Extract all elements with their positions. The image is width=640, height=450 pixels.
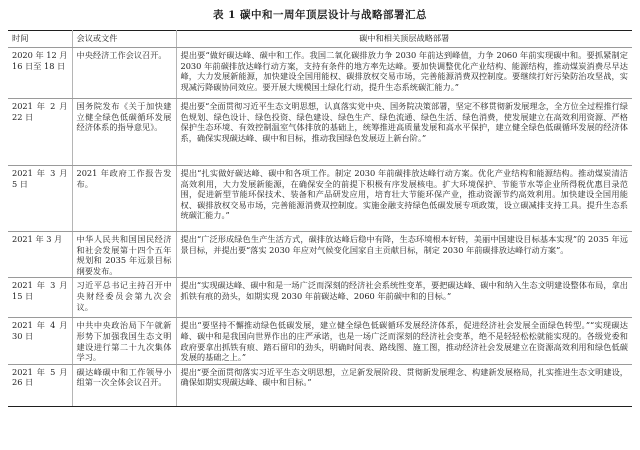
cell-deployment: 提出要“全面贯彻习近平生态文明思想，认真落实党中央、国务院决策部署，坚定不移贯彻新发展理念，全方位全过程推行绿色规划、绿色设计、绿色投资、绿色建设、绿色生产、绿色流通、绿色生活、绿色消费，使发展建立在高效利用资源、严格保护生态环境、有效控制温室气体排放的基础上，统筹推进高质量发展和高水平保护，建立健全绿色低碳循环发展的经济体系，确保实现碳达峰、碳中和目标，推动我国绿色发展迈上新台阶。” <box>176 99 632 166</box>
cell-source: 习近平总书记主持召开中央财经委员会第九次会议。 <box>72 278 176 318</box>
table-row <box>8 318 632 364</box>
cell-source: 2021 年政府工作报告发布。 <box>72 166 176 232</box>
cell-time: 2021 年 2 月 22 日 <box>8 99 72 166</box>
cell-deployment: 提出“要全面贯彻落实习近平生态文明思想，立足新发展阶段、贯彻新发展理念、构建新发展格局，扎实推进生态文明建设，确保如期实现碳达峰、碳中和目标。” <box>176 364 632 406</box>
cell-deployment: 提出要“做好碳达峰、碳中和工作。我国二氧化碳排放力争 2030 年前达到峰值，力争 2060 年前实现碳中和。要抓紧制定 2030 年前碳排放达峰行动方案，支持有条件的地方率先达峰。要加快调整优化产业结构、能源结构，推动煤炭消费尽早达峰，大力发展新能源，加快建设全国用能权、碳排放权交易市场，完善能源消费双控制度。要继续打好污染防治攻坚战，实现减污降碳协同效应。要开展大规模国土绿化行动，提升生态系统碳汇能力。” <box>176 48 632 99</box>
cell-time: 2020 年 12 月 16 日至 18 日 <box>8 48 72 99</box>
header-source: 会议或文件 <box>72 31 176 48</box>
cell-deployment: 提出“实现碳达峰、碳中和是一场广泛而深刻的经济社会系统性变革，要把碳达峰、碳中和纳入生态文明建设整体布局，拿出抓铁有痕的劲头，如期实现 2030 年前碳达峰、2060 年前碳中和的目标。” <box>176 278 632 318</box>
table-row <box>8 48 632 99</box>
cell-time: 2021 年 5 月 26 日 <box>8 364 72 406</box>
cell-source: 中华人民共和国国民经济和社会发展第十四个五年规划和 2035 年远景目标纲要发布。 <box>72 232 176 278</box>
table-caption: 表 1 碳中和一周年顶层设计与战略部署汇总 <box>212 9 428 21</box>
cell-deployment: 提出“要坚持不懈推动绿色低碳发展，建立健全绿色低碳循环发展经济体系，促进经济社会发展全面绿色转型。”“实现碳达峰、碳中和是我国向世界作出的庄严承诺，也是一场广泛而深刻的经济社会变革，绝不是轻轻松松就能实现的。各级党委和政府要拿出抓铁有痕、踏石留印的劲头，明确时间表、路线图、施工图，推动经济社会发展建立在资源高效利用和绿色低碳发展的基础之上。” <box>176 318 632 364</box>
cell-time: 2021 年 3 月 15 日 <box>8 278 72 318</box>
cell-source: 中共中央政治局下午就新形势下加强我国生态文明建设进行第二十九次集体学习。 <box>72 318 176 364</box>
table-header-row <box>8 31 632 48</box>
cell-time: 2021 年 3 月 <box>8 232 72 278</box>
table-row <box>8 278 632 318</box>
cell-deployment: 提出“广泛形成绿色生产生活方式，碳排放达峰后稳中有降，生态环境根本好转，美丽中国建设目标基本实现”的 2035 年远景目标，并提出要“落实 2030 年应对气候变化国家自主贡献目标，制定 2030 年前碳排放达峰行动方案”。 <box>176 232 632 278</box>
header-deployment: 碳中和相关顶层战略部署 <box>176 31 632 48</box>
table-row <box>8 166 632 232</box>
deployment-summary-table <box>8 30 632 407</box>
header-time: 时间 <box>8 31 72 48</box>
cell-source: 碳达峰碳中和工作领导小组第一次全体会议召开。 <box>72 364 176 406</box>
cell-source: 国务院发布《关于加快建立健全绿色低碳循环发展经济体系的指导意见》。 <box>72 99 176 166</box>
cell-deployment: 提出“扎实做好碳达峰、碳中和各项工作。制定 2030 年前碳排放达峰行动方案。优化产业结构和能源结构。推动煤炭清洁高效利用，大力发展新能源，在确保安全的前提下积极有序发展核电。扩大环境保护、节能节水等企业所得税优惠目录范围，促进新型节能环保技术、装备和产品研发应用，培育壮大节能环保产业，推动资源节约高效利用。加快建设全国用能权、碳排放权交易市场，完善能源消费双控制度。实施金融支持绿色低碳发展专项政策，设立碳减排支持工具。提升生态系统碳汇能力。” <box>176 166 632 232</box>
cell-time: 2021 年 4 月 30 日 <box>8 318 72 364</box>
table-row <box>8 99 632 166</box>
cell-source: 中央经济工作会议召开。 <box>72 48 176 99</box>
cell-time: 2021 年 3 月 5 日 <box>8 166 72 232</box>
table-row <box>8 232 632 278</box>
table-row <box>8 364 632 406</box>
